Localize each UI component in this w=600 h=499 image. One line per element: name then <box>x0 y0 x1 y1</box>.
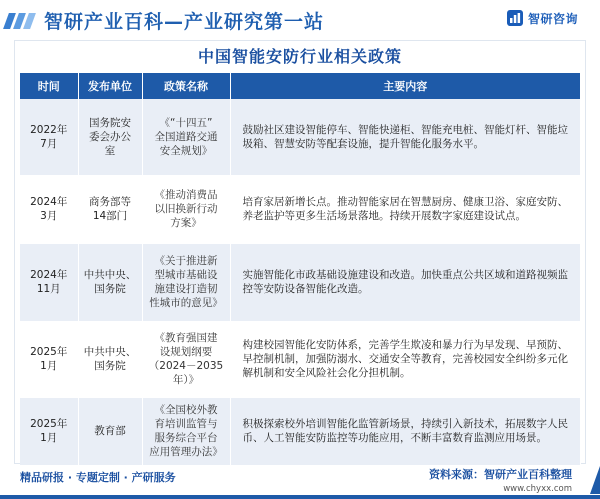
table-row <box>20 243 580 321</box>
table-row <box>20 175 580 243</box>
header-time: 时间 <box>20 73 78 99</box>
policy-table <box>20 73 581 466</box>
cell-issuer: 中共中央、 国务院 <box>78 243 142 321</box>
footer-source: 资料来源：智研产业百科整理 <box>429 468 572 481</box>
cell-content: 积极探索校外培训智能化监管新场景，持续引入新技术，拓展数字人民币、人工智能安防监控等功能应用，不断丰富数育监测应用场景。 <box>230 397 580 465</box>
policy-panel <box>14 40 586 464</box>
footer-bar <box>0 495 600 499</box>
table-header-row <box>20 73 580 99</box>
panel-title: 中国智能安防行业相关政策 <box>197 47 402 66</box>
cell-time: 2025年 1月 <box>20 321 78 397</box>
banner-stripes-icon <box>6 13 36 29</box>
cell-content: 构建校园智能化安防体系，完善学生欺凌和暴力行为早发现、早预防、早控制机制，加强防溺水、交通安全等教育，完善校园安全纠纷多元化解机制和安全风险社会化分担机制。 <box>230 321 580 397</box>
cell-issuer: 商务部等 14部门 <box>78 175 142 243</box>
cell-time: 2024年 11月 <box>20 243 78 321</box>
brand-logo-icon <box>506 9 524 27</box>
table-row <box>20 321 580 397</box>
cell-issuer: 教育部 <box>78 397 142 465</box>
cell-content: 培育家居新增长点。推动智能家居在智慧厨房、健康卫浴、家庭安防、养老监护等更多生活场景落地。持续开展数字家庭建设试点。 <box>230 175 580 243</box>
cell-policy: 《全国校外教 育培训监管与 服务综合平台 应用管理办法》 <box>142 397 230 465</box>
table-row <box>20 397 580 465</box>
cell-time: 2024年 3月 <box>20 175 78 243</box>
banner-title: 智研产业百科—产业研究第一站 <box>44 11 325 33</box>
cell-policy: 《关于推进新 型城市基础设 施建设打造韧 性城市的意见》 <box>142 243 230 321</box>
cell-content: 实施智能化市政基础设施建设和改造。加快重点公共区域和道路视频监控等安防设备智能化改造。 <box>230 243 580 321</box>
table-row <box>20 99 580 175</box>
cell-policy: 《推动消费品 以旧换新行动 方案》 <box>142 175 230 243</box>
header-main-content: 主要内容 <box>230 73 580 99</box>
header-policy-name: 政策名称 <box>142 73 230 99</box>
cell-policy: 《“十四五” 全国道路交通 安全规划》 <box>142 99 230 175</box>
footer-url[interactable]: www.chyxx.com <box>503 484 572 494</box>
cell-policy: 《教育强国建 设规划纲要 （2024－2035 年）》 <box>142 321 230 397</box>
banner-heading <box>6 7 324 34</box>
footer-source-block <box>429 466 572 494</box>
cell-issuer: 中共中央、 国务院 <box>78 321 142 397</box>
cell-time: 2025年 1月 <box>20 397 78 465</box>
brand-logo-text: 智研咨询 <box>527 11 578 26</box>
cell-content: 鼓励社区建设智能停车、智能快递柜、智能充电桩、智能灯杆、智能垃圾箱、智慧安防等配套设施，提升智能化服务水平。 <box>230 99 580 175</box>
cell-time: 2022年 7月 <box>20 99 78 175</box>
footer-services: 精品研报 · 专题定制 · 产研服务 <box>20 471 176 484</box>
cell-issuer: 国务院安 委会办公 室 <box>78 99 142 175</box>
top-banner <box>0 0 600 36</box>
brand-logo <box>506 9 578 27</box>
corner-accent-icon <box>586 466 600 494</box>
header-issuer: 发布单位 <box>78 73 142 99</box>
